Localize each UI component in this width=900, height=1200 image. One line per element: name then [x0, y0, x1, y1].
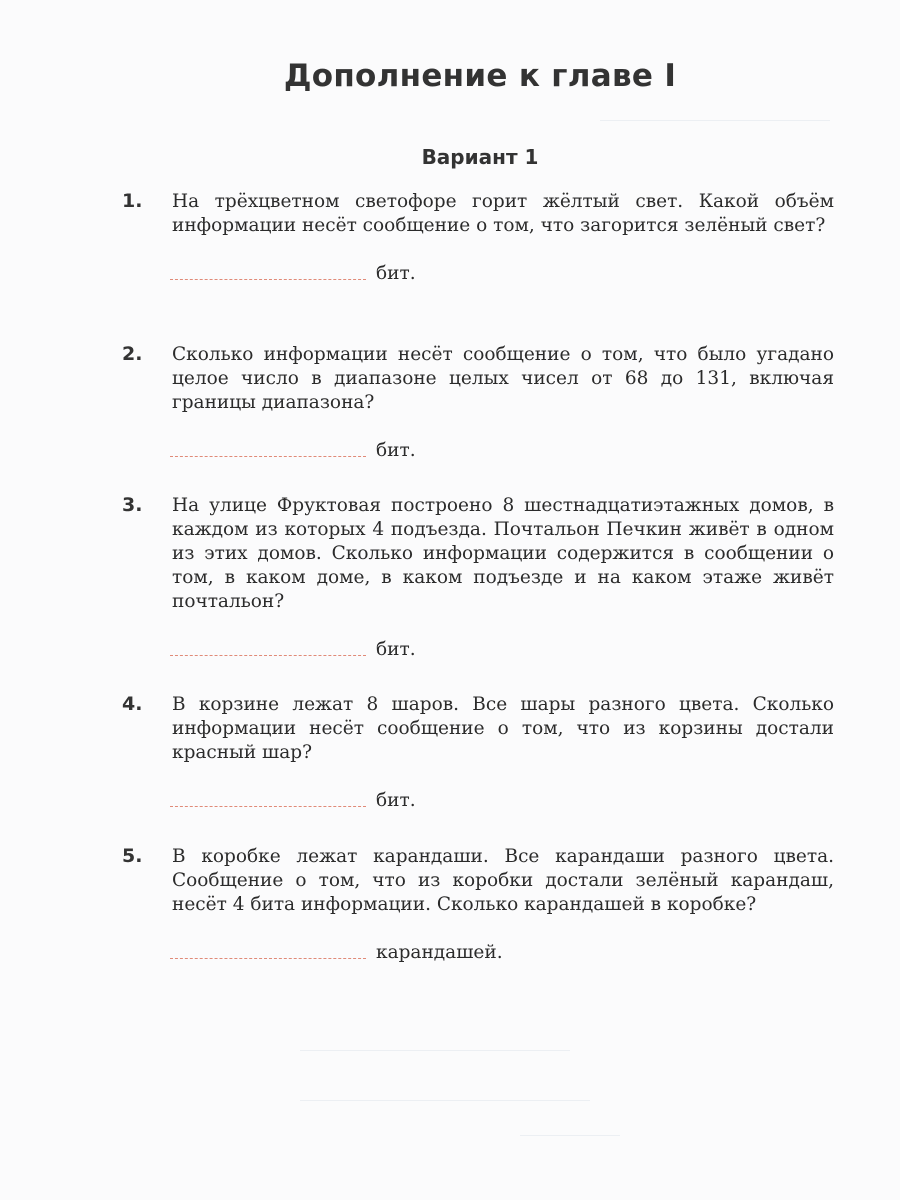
show-through-line [520, 1135, 620, 1136]
task-number: 4. [122, 693, 143, 715]
task-text: Сколько информации несёт сообщение о том, что было угадано целое число в диапазоне целых чисел от 68 до 131, включая границы диапазона? [172, 344, 834, 413]
answer-blank[interactable] [170, 278, 366, 280]
variant-heading: Вариант 1 [421, 145, 539, 169]
task-number: 1. [122, 190, 143, 212]
answer-line [170, 939, 834, 965]
task-text: На улице Фруктовая построено 8 шестнадцатиэтажных домов, в каждом из которых 4 подъезда. Почтальон Печкин живёт в одном из этих домов. Сколько информации содержится в сообщении о том, в каком доме, в каком подъезде и на каком этаже живёт почтальон? [172, 495, 834, 612]
answer-line [170, 636, 834, 662]
task-text: В коробке лежат карандаши. Все карандаши разного цвета. Сообщение о том, что из коробки достали зелёный карандаш, несёт 4 бита информации. Сколько карандашей в коробке? [172, 846, 834, 915]
show-through-line [600, 120, 830, 121]
task-number: 3. [122, 494, 143, 516]
task-text: В корзине лежат 8 шаров. Все шары разного цвета. Сколько информации несёт сообщение о том, что из корзины достали красный шар? [172, 694, 834, 763]
answer-blank[interactable] [170, 805, 366, 807]
answer-blank[interactable] [170, 957, 366, 959]
answer-unit: бит. [376, 790, 416, 811]
answer-line [170, 787, 834, 813]
task-5 [122, 845, 834, 965]
show-through-line [300, 1050, 570, 1051]
task-4 [122, 693, 834, 813]
task-2 [122, 343, 834, 463]
task-3 [122, 494, 834, 662]
answer-line [170, 437, 834, 463]
task-text: На трёхцветном светофоре горит жёлтый свет. Какой объём информации несёт сообщение о том, что загорится зелёный свет? [172, 191, 834, 236]
answer-blank[interactable] [170, 455, 366, 457]
task-number: 2. [122, 343, 143, 365]
answer-unit: бит. [376, 440, 416, 461]
task-1 [122, 190, 834, 286]
answer-unit: бит. [376, 263, 416, 284]
answer-unit: бит. [376, 639, 416, 660]
page-title: Дополнение к главе I [283, 58, 677, 94]
answer-unit: карандашей. [376, 942, 503, 963]
answer-line [170, 260, 834, 286]
show-through-line [300, 1100, 590, 1101]
task-number: 5. [122, 845, 143, 867]
answer-blank[interactable] [170, 654, 366, 656]
